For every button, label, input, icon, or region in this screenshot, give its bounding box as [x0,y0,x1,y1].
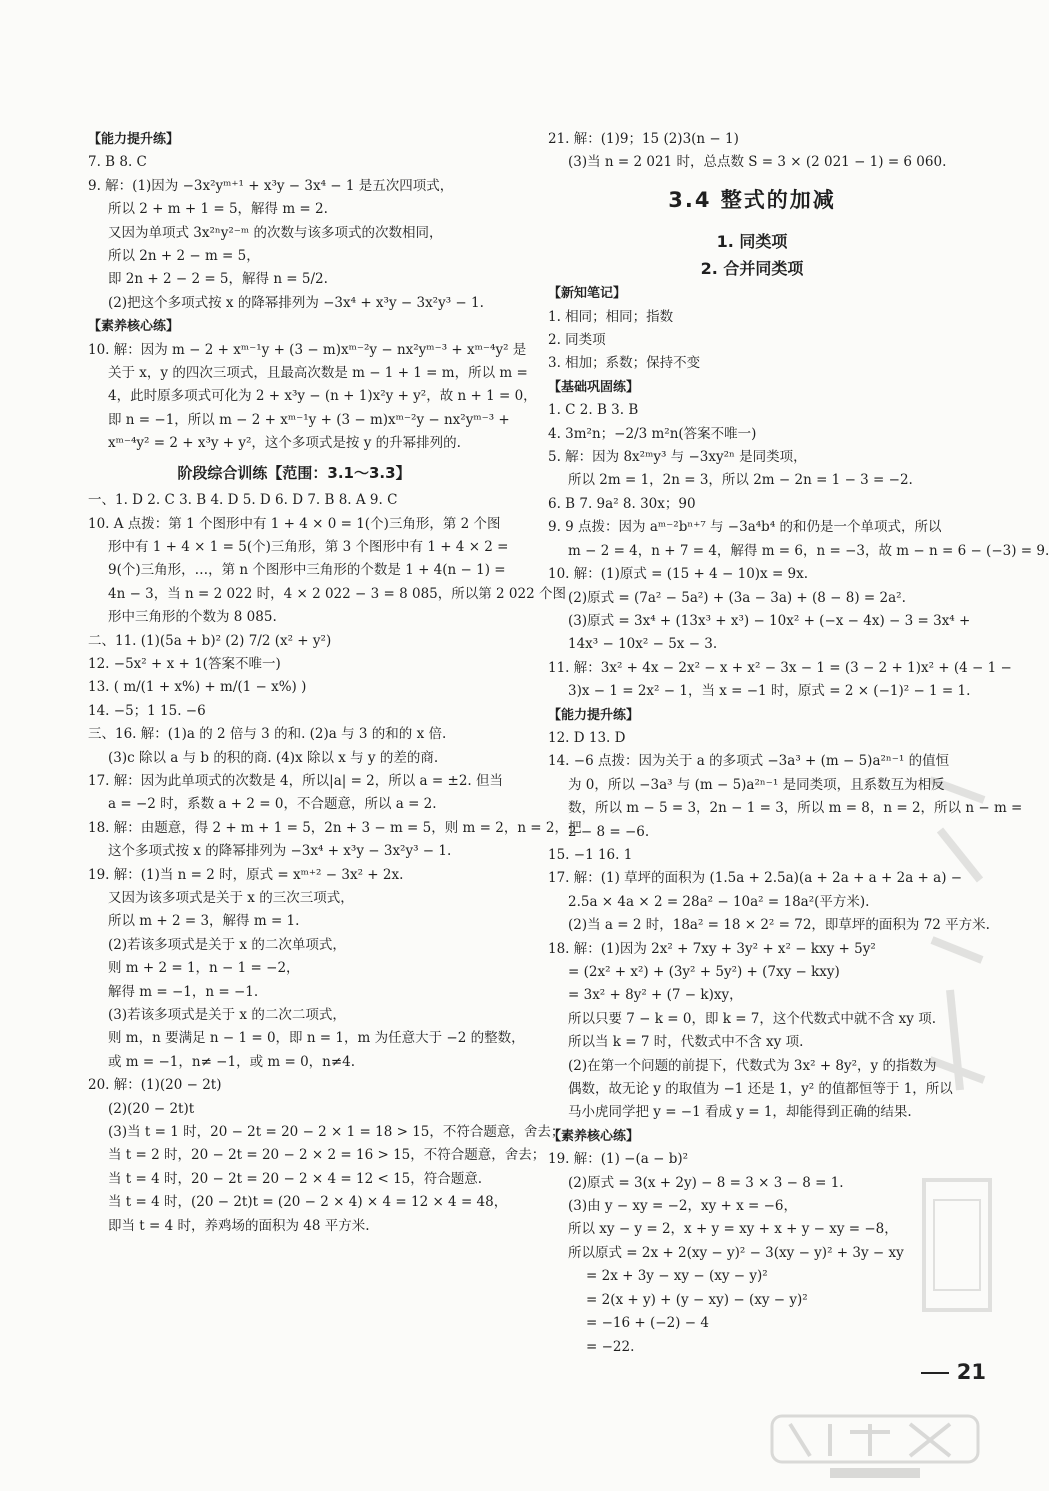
right-line: 偶数，故无论 y 的取值为 −1 还是 1，y² 的值都恒等于 1，所以 [568,1081,953,1098]
left-line: 10. A 点拨：第 1 个图形中有 1 + 4 × 0 = 1(个)三角形，第 2 个图 [88,515,501,532]
left-line: (2)把这个多项式按 x 的降幂排列为 −3x⁴ + x³y − 3x²y³ − 1. [108,294,484,311]
right-line: (3)原式 = 3x⁴ + (13x³ + x³) − 10x² + (−x − 4x) − 3 = 3x⁴ + [568,612,971,629]
right-line: 10. 解：(1)原式 = (15 + 4 − 10)x = 9x. [548,566,809,583]
right-line: 11. 解：3x² + 4x − 2x² − x + x² − 3x − 1 = (3 − 2 + 1)x² + (4 − 1 − [548,659,1012,676]
page-number-text: 21 [956,1360,986,1384]
left-line: 当 t = 4 时，(20 − 2t)t = (20 − 2 × 4) × 4 = 12 × 4 = 48， [108,1194,508,1211]
right-line: 5. 解：因为 8x²ᵐy³ 与 −3xy²ⁿ 是同类项， [548,449,807,466]
left-line: (3)当 t = 1 时，20 − 2t = 20 − 2 × 1 = 18 > 15，不符合题意，舍去； [108,1124,565,1141]
right-line: 1. 同类项 [716,232,788,252]
right-line: 所以当 k = 7 时，代数式中不含 xy 项. [568,1034,804,1051]
left-line: 当 t = 2 时，20 − 2t = 20 − 2 × 2 = 16 > 15，不符合题意，舍去； [108,1147,546,1164]
right-line: (2)当 a = 2 时，18a² = 18 × 2² = 72，即草坪的面积为 72 平方米. [568,917,990,934]
left-line: 【素养核心练】 [88,319,180,335]
right-line: 2.5a × 4a × 2 = 28a² − 10a² = 18a²(平方米). [568,893,870,910]
left-line: 9(个)三角形，…，第 n 个图形中三角形的个数是 1 + 4(n − 1) = [108,562,506,579]
right-line: 3.4 整式的加减 [668,187,836,212]
left-line: 则 m，n 要满足 n − 1 = 0，即 n = 1，m 为任意大于 −2 的整数， [108,1030,525,1047]
right-line: 马小虎同学把 y = −1 看成 y = 1，却能得到正确的结果. [568,1104,912,1121]
left-line: 阶段综合训练【范围：3.1～3.3】 [177,463,411,482]
right-line: 2. 同类项 [548,332,606,349]
right-line: 2 − 8 = −6. [568,823,650,840]
right-line: 所以 xy − y = 2，x + y = xy + x + y − xy = −8， [568,1221,898,1238]
right-line: 所以原式 = 2x + 2(xy − y)² − 3(xy − y)² + 3y − xy [568,1244,904,1261]
left-line: (3)若该多项式是关于 x 的二次二项式， [108,1007,346,1024]
right-line: 4. 3m²n；−2/3 m²n(答案不唯一) [548,425,757,442]
right-line: 【基础巩固练】 [548,379,640,395]
right-line: 3)x − 1 = 2x² − 1，当 x = −1 时，原式 = 2 × (−1)² − 1 = 1. [568,683,971,700]
right-line: 【新知笔记】 [548,286,627,302]
left-line: 即当 t = 4 时，养鸡场的面积为 48 平方米. [108,1217,370,1234]
right-line: 21. 解：(1)9；15 (2)3(n − 1) [548,131,739,147]
right-line: 19. 解：(1) −(a − b)² [548,1151,689,1168]
right-line: 【能力提升练】 [548,707,640,723]
left-line: 4n − 3，当 n = 2 022 时，4 × 2 022 − 3 = 8 085，所以第 2 022 个图 [108,585,566,602]
right-line: (2)在第一个问题的前提下，代数式为 3x² + 8y²，y 的指数为 [568,1057,937,1074]
left-line: 一、1. D 2. C 3. B 4. D 5. D 6. D 7. B 8. A 9. C [88,492,398,509]
left-line: 19. 解：(1)当 n = 2 时，原式 = xᵐ⁺² − 3x² + 2x. [88,866,404,883]
left-line: 形中有 1 + 4 × 1 = 5(个)三角形，第 3 个图形中有 1 + 4 × 2 = [108,538,509,555]
right-line: 所以 2m = 1，2n = 3，所以 2m − 2n = 1 − 3 = −2. [568,472,913,489]
left-line: 4，此时原多项式可化为 2 + x³y − (n + 1)x²y + y²，故 n + 1 = 0， [108,388,537,405]
right-line: 1. C 2. B 3. B [548,402,639,419]
right-line: m − 2 = 4，n + 7 = 4，解得 m = 6，n = −3，故 m − n = 6 − (−3) = 9. [568,542,1049,559]
left-line: 则 m + 2 = 1，n − 1 = −2， [108,960,300,977]
left-line: (3)c 除以 a 与 b 的积的商. (4)x 除以 x 与 y 的差的商. [108,749,439,766]
right-line: = 2(x + y) + (y − xy) − (xy − y)² [586,1291,808,1308]
right-line: 12. D 13. D [548,729,626,746]
right-line: (3)由 y − xy = −2，xy + x = −6， [568,1198,798,1215]
left-line: 20. 解：(1)(20 − 2t) [88,1077,222,1094]
watermark-seal [920,760,994,1400]
left-line: 关于 x，y 的四次三项式，且最高次数是 m − 1 + 1 = m，所以 m = [108,365,528,382]
left-line: 13. ( m/(1 + x%) + m/(1 − x%) ) [88,679,307,696]
left-line: 7. B 8. C [88,154,147,171]
right-column [548,128,1049,1359]
right-line: 15. −1 16. 1 [548,846,633,863]
left-line: 9. 解：(1)因为 −3x²yᵐ⁺¹ + x³y − 3x⁴ − 1 是五次四项式， [88,177,454,194]
right-line: 9. 9 点拨：因为 aᵐ⁻²bⁿ⁺⁷ 与 −3a⁴b⁴ 的和仍是一个单项式，所以 [548,519,942,536]
right-line: (2)原式 = 3(x + 2y) − 8 = 3 × 3 − 8 = 1. [568,1174,844,1191]
right-line: 3. 相加；系数；保持不变 [548,355,701,372]
right-line: 2. 合并同类项 [700,259,804,279]
left-line: 解得 m = −1，n = −1. [108,983,259,1000]
left-line: 三、16. 解：(1)a 的 2 倍与 3 的和. (2)a 与 3 的和的 x 倍. [88,726,447,743]
right-line: 18. 解：(1)因为 2x² + 7xy + 3y² + x² − kxy + 5y² [548,940,876,957]
right-line: = 3x² + 8y² + (7 − k)xy， [568,987,743,1004]
left-line: a = −2 时，系数 a + 2 = 0，不合题意，所以 a = 2. [108,796,437,813]
left-line: 【能力提升练】 [88,132,180,147]
right-line: 【素养核心练】 [548,1128,640,1144]
right-line: 数，所以 m − 5 = 3，2n − 1 = 3，所以 m = 8，n = 2，所以 n − m = [568,800,1023,817]
left-line: 所以 2n + 2 − m = 5， [108,248,260,265]
left-line: 10. 解：因为 m − 2 + xᵐ⁻¹y + (3 − m)xᵐ⁻²y − nx²yᵐ⁻³ + xᵐ⁻⁴y² 是 [88,341,527,358]
left-line: 17. 解：因为此单项式的次数是 4，所以|a| = 2，所以 a = ±2. 但当 [88,772,503,789]
right-line: 6. B 7. 9a² 8. 30x；90 [548,495,696,512]
left-line: 即 2n + 2 − 2 = 5，解得 n = 5/2. [108,271,328,288]
left-line: (2)(20 − 2t)t [108,1100,195,1117]
right-line: = −16 + (−2) − 4 [586,1315,709,1332]
right-line: (3)当 n = 2 021 时，总点数 S = 3 × (2 021 − 1) = 6 060. [568,154,947,171]
left-line: 又因为单项式 3x²ⁿy²⁻ᵐ 的次数与该多项式的次数相同， [108,224,443,241]
left-line: (2)若该多项式是关于 x 的二次单项式， [108,936,346,953]
right-line: 所以只要 7 − k = 0，即 k = 7，这个代数式中就不含 xy 项. [568,1010,937,1027]
right-line: 1. 相同；相同；指数 [548,308,674,325]
left-line: 二、11. (1)(5a + b)² (2) 7/2 (x² + y²) [88,632,332,649]
left-line: 所以 2 + m + 1 = 5，解得 m = 2. [108,201,328,218]
watermark-logo [770,1412,980,1482]
left-line: 或 m = −1，n≠ −1，或 m = 0，n≠4. [108,1053,356,1070]
right-line: 14. −6 点拨：因为关于 a 的多项式 −3a³ + (m − 5)a²ⁿ⁻¹ 的值恒 [548,753,950,770]
right-line: = 2x + 3y − xy − (xy − y)² [586,1268,768,1285]
left-line: 所以 m + 2 = 3，解得 m = 1. [108,913,300,930]
right-line: = (2x² + x²) + (3y² + 5y²) + (7xy − kxy) [568,964,840,980]
left-line: 当 t = 4 时，20 − 2t = 20 − 2 × 4 = 12 < 15，符合题意. [108,1170,483,1187]
right-line: 17. 解：(1) 草坪的面积为 (1.5a + 2.5a)(a + 2a + a + 2a + a) − [548,870,963,887]
right-line: 14x³ − 10x² − 5x − 3. [568,636,718,653]
left-line: 14. −5；1 15. −6 [88,702,206,719]
left-line: 即 n = −1，所以 m − 2 + xᵐ⁻¹y + (3 − m)xᵐ⁻²y − nx²yᵐ⁻³ + [108,411,510,428]
left-line: 18. 解：由题意，得 2 + m + 1 = 5，2n + 3 − m = 5，则 m = 2，n = 2，把 [88,819,582,836]
left-line: 又因为该多项式是关于 x 的三次三项式， [108,890,354,906]
right-line: (2)原式 = (7a² − 5a²) + (3a − 3a) + (8 − 8) = 2a². [568,589,906,606]
left-line: xᵐ⁻⁴y² = 2 + x³y + y²，这个多项式是按 y 的升幂排列的. [108,435,461,452]
left-line: 形中三角形的个数为 8 085. [108,609,277,626]
right-line: = −22. [586,1338,635,1355]
left-line: 这个多项式按 x 的降幂排列为 −3x⁴ + x³y − 3x²y³ − 1. [108,843,452,860]
left-line: 12. −5x² + x + 1(答案不唯一) [88,655,281,672]
right-line: 为 0，所以 −3a³ 与 (m − 5)a²ⁿ⁻¹ 是同类项，且系数互为相反 [568,776,945,793]
